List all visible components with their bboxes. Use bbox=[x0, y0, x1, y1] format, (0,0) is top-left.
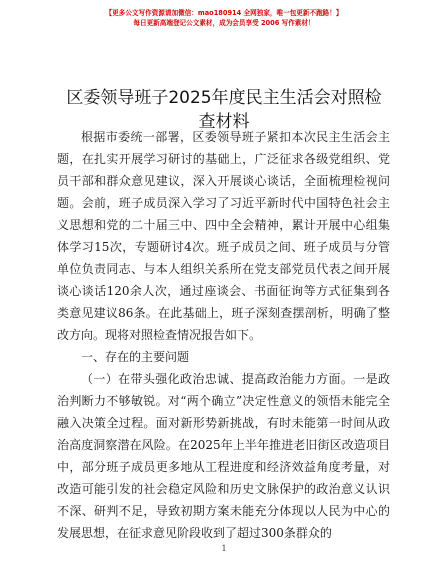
document-body bbox=[57, 126, 390, 544]
banner-line-2: 每日更新高端登记公文素材，成为会员享受 2006 写作素材！ bbox=[133, 19, 315, 27]
page-number: 1 bbox=[221, 544, 227, 553]
document-title: 区委领导班子2025年度民主生活会对照检查材料 bbox=[66, 88, 382, 132]
banner-line-1: 【更多公文写作资源请加微信：mao180914 全网独家，唯一包更新不跑路！】 bbox=[105, 9, 343, 17]
header-banner bbox=[0, 8, 448, 28]
intro-paragraph: 根据市委统一部署，区委领导班子紧扣本次民主生活会主题，在扎实开展学习研讨的基础上，广泛征求各级党组织、党员干部和群众意见建议，深入开展谈心谈话，全面梳理检视问题。会前，班子成员深入学习了习近平新时代中国特色社会主义思想和党的二十届三中、四中全会精神，累计开展中心组集体学习15次，专题研讨4次。班子成员之间、班子成员与分管单位负责同志、与本人组织关系所在党支部党员代表之间开展谈心谈话120余人次，通过座谈会、书面征询等方式征集到各类意见建议86条。在此基础上，班子深刻查摆剖析，明确了整改方向。现将对照检查情况报告如下。 bbox=[57, 130, 390, 342]
section-paragraph: （一）在带头强化政治忠诚、提高政治能力方面。一是政治判断力不够敏锐。对“两个确立”决定性意义的领悟未能完全融入决策全过程。面对新形势新挑战，有时未能第一时间从政治高度洞察潜在风险。在2025年上半年推进老旧街区改造项目中，部分班子成员更多地从工程进度和经济效益角度考量，对改造可能引发的社会稳定风险和历史文脉保护的政治意义认识不深、研判不足，导致初期方案未能充分体现以人民为中心的发展思想，在征求意见阶段收到了超过300条群众的 bbox=[57, 372, 390, 540]
section-heading: 一、存在的主要问题 bbox=[81, 350, 190, 364]
